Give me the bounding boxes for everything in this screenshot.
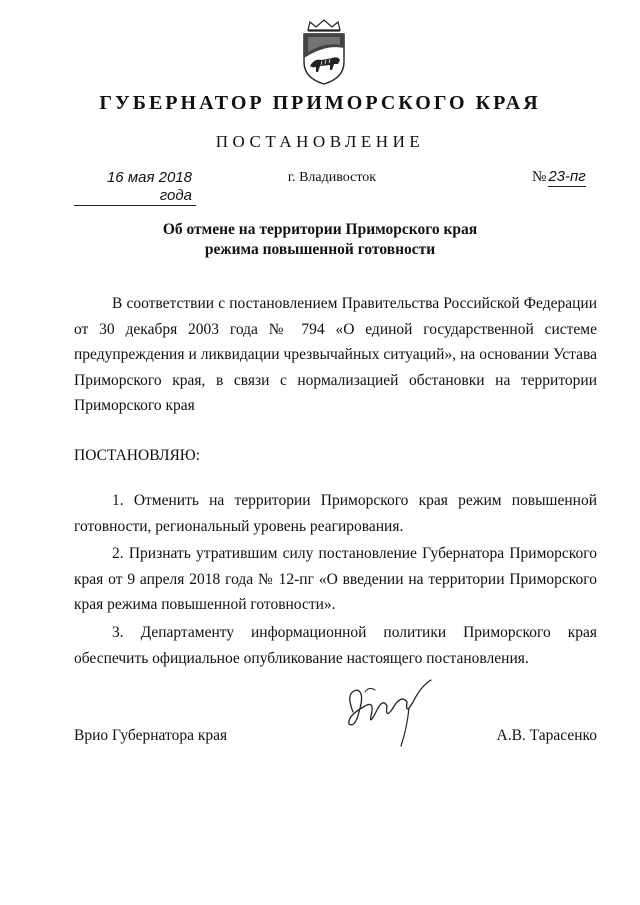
signatory-role: Врио Губернатора края (74, 727, 228, 744)
document-title (0, 220, 640, 260)
title-line-1: Об отмене на территории Приморского края (162, 221, 478, 238)
preamble-paragraph: В соответствии с постановлением Правительства Российской Федерации от 30 декабря 2003 года № 794 «О единой государственной системе предупреждения и ликвидации чрезвычайных ситуаций», на основании Устава Приморского края, в связи с нормализацией обстановки на территории Приморского края (74, 295, 597, 414)
decree-item-3: 3. Департаменту информационной политики Приморского края обеспечить официальное опубликование настоящего постановления. (74, 624, 597, 667)
signatory-name: А.В. Тарасенко (496, 727, 597, 744)
document-number-field (532, 168, 592, 187)
decree-word: ПОСТАНОВЛЯЮ: (74, 447, 201, 464)
decree-item-1: 1. Отменить на территории Приморского края режим повышенной готовности, региональный уровень реагирования. (74, 492, 597, 535)
document-type: ПОСТАНОВЛЕНИЕ (215, 132, 425, 151)
decree-item-2: 2. Признать утратившим силу постановление Губернатора Приморского края от 9 апреля 2018 года № 12-пг «О введении на территории Приморского края режима повышенной готовности». (74, 545, 597, 613)
coat-of-arms-icon (296, 18, 352, 86)
number-sign: № (532, 169, 547, 185)
document-number: 23-пг (548, 168, 586, 185)
title-line-2: режима повышенной готовности (204, 241, 436, 258)
document-city: г. Владивосток (287, 170, 377, 185)
handwritten-signature-icon (335, 672, 445, 752)
document-date: 16 мая 2018 года (74, 169, 196, 206)
organization-title: ГУБЕРНАТОР ПРИМОРСКОГО КРАЯ (99, 92, 541, 114)
